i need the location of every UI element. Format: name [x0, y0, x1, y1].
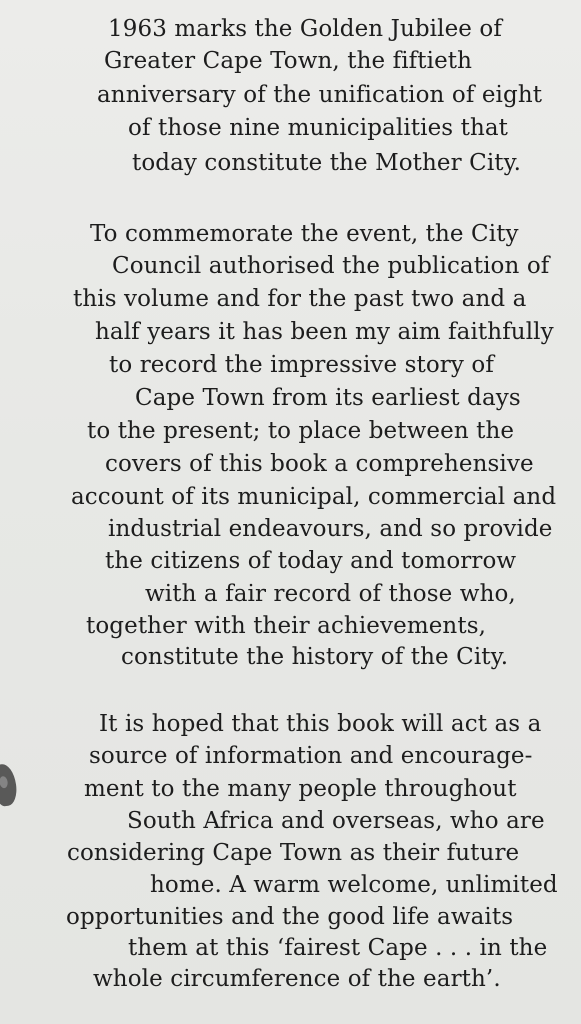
text-line: to record the impressive story of — [109, 352, 494, 378]
text-line: half years it has been my aim faithfully — [95, 319, 554, 345]
text-line: anniversary of the unification of eight — [97, 82, 543, 108]
text-line: South Africa and overseas, who are — [127, 808, 545, 834]
text-line: considering Cape Town as their future — [67, 840, 520, 866]
text-line: covers of this book a comprehensive — [105, 451, 534, 477]
text-line: of those nine municipalities that — [128, 115, 509, 141]
text-line: account of its municipal, commercial and — [71, 484, 557, 510]
text-line: them at this ‘fairest Cape . . . in the — [128, 935, 548, 961]
text-line: To commemorate the event, the City — [90, 221, 519, 247]
text-line: home. A warm welcome, unlimited — [150, 872, 558, 898]
text-line: today constitute the Mother City. — [132, 150, 522, 176]
text-line: Greater Cape Town, the fiftieth — [104, 48, 473, 74]
text-line: the citizens of today and tomorrow — [105, 548, 517, 574]
text-line: to the present; to place between the — [87, 418, 515, 444]
text-line: Council authorised the publication of — [112, 253, 550, 279]
text-line: this volume and for the past two and a — [73, 286, 527, 312]
text-line: It is hoped that this book will act as a — [99, 711, 542, 737]
text-line: Cape Town from its earliest days — [135, 385, 521, 411]
text-line: source of information and encourage- — [89, 743, 533, 769]
text-line: 1963 marks the Golden Jubilee of — [108, 16, 502, 42]
text-line: together with their achievements, — [86, 613, 487, 639]
text-line: constitute the history of the City. — [121, 644, 509, 670]
text-line: ment to the many people throughout — [84, 776, 517, 802]
text-line: opportunities and the good life awaits — [66, 904, 514, 930]
text-line: with a fair record of those who, — [145, 581, 516, 607]
ink-blot-mark — [0, 763, 19, 808]
text-line: industrial endeavours, and so provide — [108, 516, 553, 542]
text-line: whole circumference of the earth’. — [93, 966, 501, 992]
